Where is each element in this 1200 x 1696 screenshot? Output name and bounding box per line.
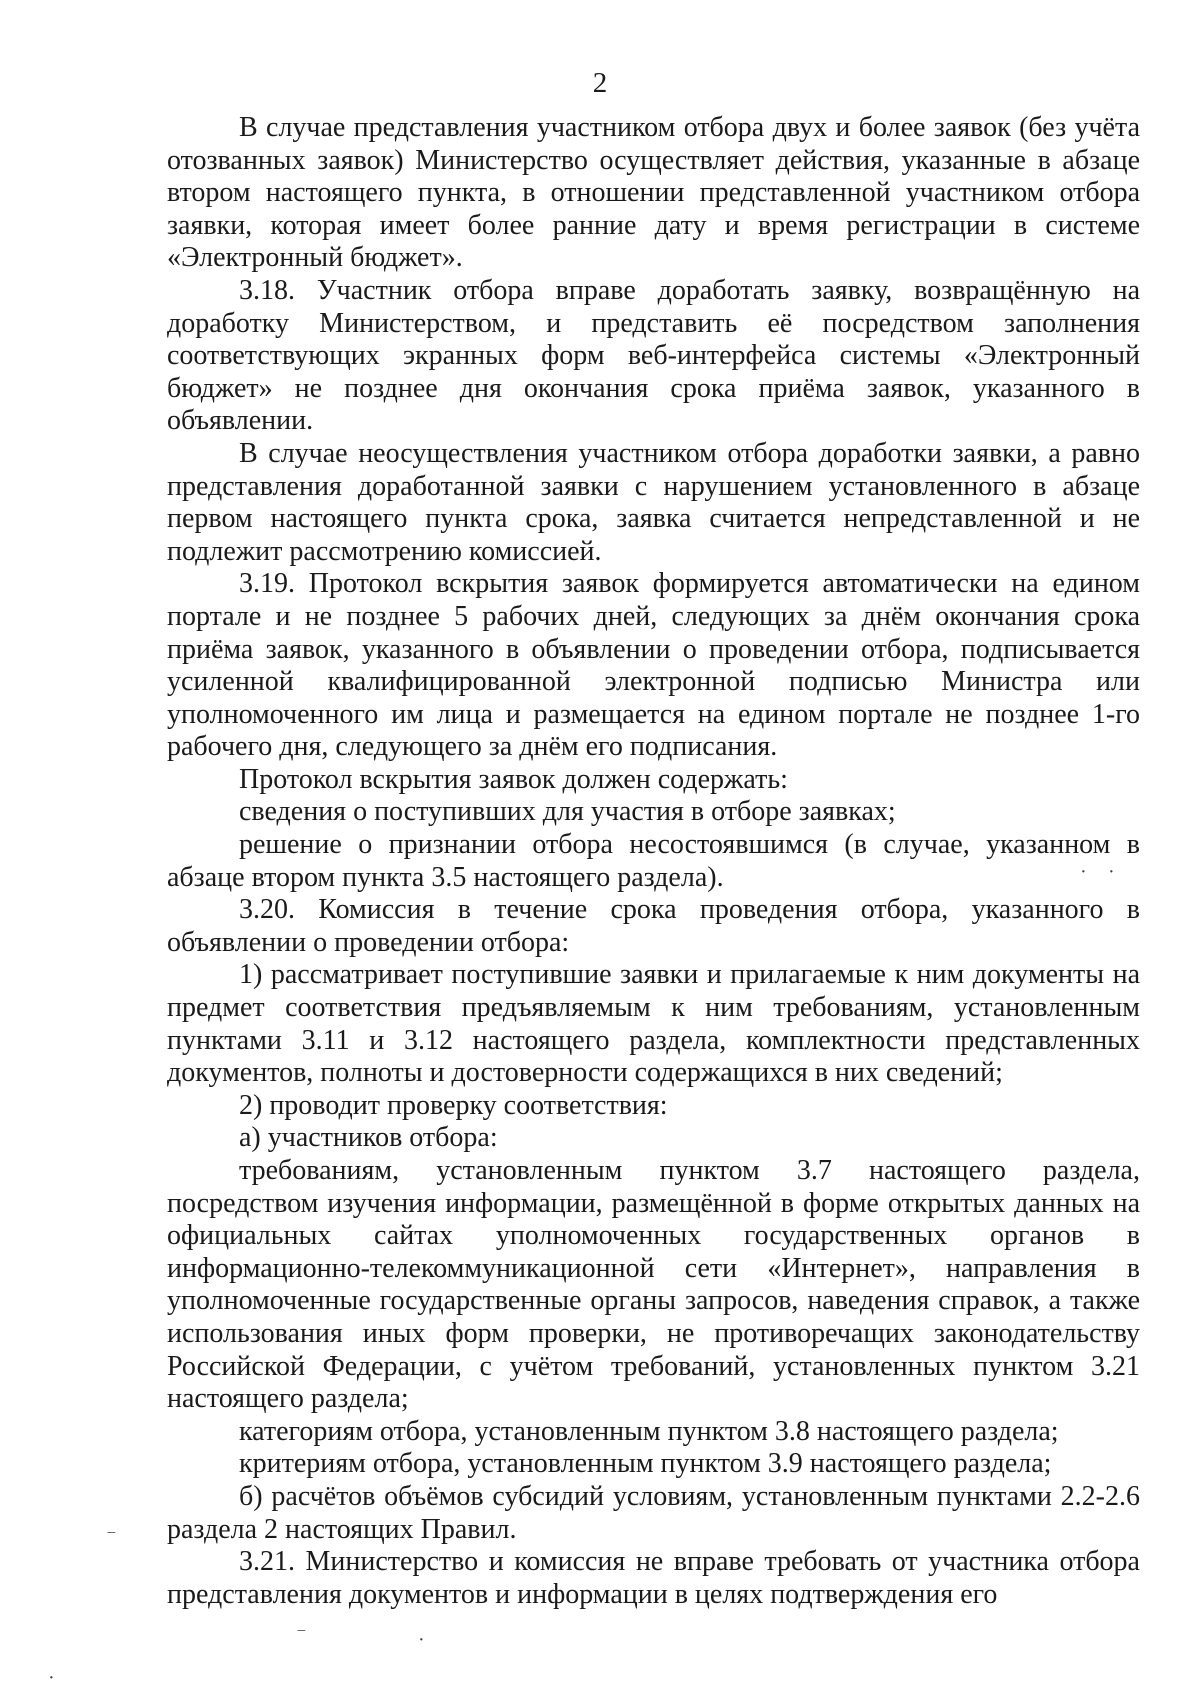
paragraph: категориям отбора, установленным пунктом 3.8 настоящего раздела; — [239, 1415, 1059, 1447]
scan-speck: · — [48, 1667, 55, 1689]
scan-speck: · — [1080, 861, 1087, 883]
paragraph: 3.18. Участник отбора вправе доработать заявку, возвращённую на доработку Министерством, и представить её посредством заполнения соответствующих экранных форм веб-интерфейса системы «Электронный бюджет» не позднее дня окончания срока приёма заявок, указанного в объявлении. — [167, 274, 1140, 437]
paragraph: б) расчётов объёмов субсидий условиям, установленным пунктами 2.2-2.6 раздела 2 настоящих Правил. — [167, 1480, 1140, 1545]
paragraph: 2) проводит проверку соответствия: — [239, 1089, 668, 1121]
scan-speck: ‾ — [108, 1531, 115, 1553]
paragraph: решение о признании отбора несостоявшимся (в случае, указанном в абзаце втором пункта 3.5 настоящего раздела). — [167, 829, 1140, 893]
paragraph: критериям отбора, установленным пунктом 3.9 настоящего раздела; — [239, 1448, 1052, 1480]
paragraph: 1) рассматривает поступившие заявки и прилагаемые к ним документы на предмет соответствия предъявляемым к ним требованиям, установленным пунктами 3.11 и 3.12 настоящего раздела, комплектности представленных документов, полноты и достоверности содержащихся в них сведений; — [167, 959, 1140, 1089]
paragraph: требованиям, установленным пунктом 3.7 настоящего раздела, посредством изучения информации, размещённой в форме открытых данных на официальных сайтах уполномоченных государственных органов в информационно-телекоммуникационной сети «Интернет», направления в уполномоченные государственные органы запросов, наведения справок, а также использования иных форм проверки, не противоречащих законодательству Российской Федерации, с учётом требований, установленных пунктом 3.21 настоящего раздела; — [167, 1155, 1140, 1415]
paragraph: В случае неосуществления участником отбора доработки заявки, а равно представления доработанной заявки с нарушением установленного в абзаце первом настоящего пункта срока, заявка считается непредставленной и не подлежит рассмотрению комиссией. — [167, 437, 1140, 567]
paragraph: сведения о поступивших для участия в отборе заявках; — [239, 796, 896, 828]
scan-speck: ‾ — [298, 1629, 305, 1651]
paragraph: В случае представления участником отбора двух и более заявок (без учёта отозванных заявок) Министерство осуществляет действия, указанные в абзаце втором настоящего пункта, в отношении представленной участником отбора заявки, которая имеет более ранние дату и время регистрации в системе «Электронный бюджет». — [167, 112, 1140, 274]
document-body — [167, 112, 1140, 1611]
scan-speck: · — [1108, 861, 1115, 883]
paragraph: 3.19. Протокол вскрытия заявок формируется автоматически на едином портале и не позднее 5 рабочих дней, следующих за днём окончания срока приёма заявок, указанного в объявлении о проведении отбора, подписывается усиленной квалифицированной электронной подписью Министра или уполномоченного им лица и размещается на едином портале не позднее 1-го рабочего дня, следующего за днём его подписания. — [167, 568, 1140, 763]
paragraph: 3.20. Комиссия в течение срока проведения отбора, указанного в объявлении о проведении отбора: — [167, 894, 1140, 958]
paragraph: Протокол вскрытия заявок должен содержать: — [239, 763, 788, 795]
paragraph: 3.21. Министерство и комиссия не вправе требовать от участника отбора представления документов и информации в целях подтверждения его — [167, 1546, 1140, 1610]
scan-speck: · — [418, 1629, 425, 1651]
paragraph: а) участников отбора: — [239, 1122, 498, 1154]
page-number: 2 — [592, 67, 608, 99]
